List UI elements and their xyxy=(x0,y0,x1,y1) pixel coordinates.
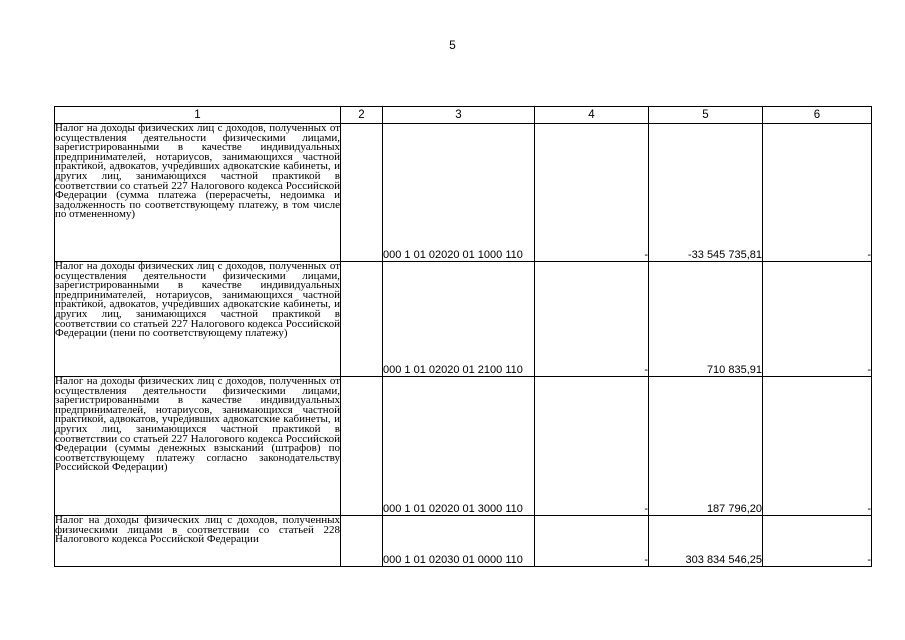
row-col6: - xyxy=(763,377,872,516)
page-number: 5 xyxy=(449,38,456,52)
row-col6: - xyxy=(763,262,872,377)
column-header-3: 3 xyxy=(383,107,535,124)
column-header-2: 2 xyxy=(341,107,383,124)
row-col5: 187 796,20 xyxy=(649,377,763,516)
column-header-6: 6 xyxy=(763,107,872,124)
row-code: 000 1 01 02030 01 0000 110 xyxy=(383,516,535,567)
row-col6: - xyxy=(763,124,872,262)
row-col4: - xyxy=(535,262,649,377)
table-header-row xyxy=(55,107,872,124)
revenue-table xyxy=(54,106,872,567)
row-col4: - xyxy=(535,124,649,262)
row-col5: -33 545 735,81 xyxy=(649,124,763,262)
row-code: 000 1 01 02020 01 3000 110 xyxy=(383,377,535,516)
row-col2 xyxy=(341,516,383,567)
row-col6: - xyxy=(763,516,872,567)
column-header-4: 4 xyxy=(535,107,649,124)
row-col4: - xyxy=(535,516,649,567)
row-name: Налог на доходы физических лиц с доходов, полученных от осуществления деятельности физическими лицами, зарегистрированными в качестве индивидуальных предпринимателей, нотариусов, занимающихся частной практикой, адвокатов, учредивших адвокатские кабинеты, и других лиц, занимающихся частной практикой в соответствии со статьей 227 Налогового кодекса Российской Федерации (суммы денежных взысканий (штрафов) по соответствующему платежу согласно законодательству Российской Федерации) xyxy=(55,377,341,516)
table-row xyxy=(55,516,872,567)
table-row xyxy=(55,262,872,377)
row-name: Налог на доходы физических лиц с доходов, полученных от осуществления деятельности физическими лицами, зарегистрированными в качестве индивидуальных предпринимателей, нотариусов, занимающихся частной практикой, адвокатов, учредивших адвокатские кабинеты, и других лиц, занимающихся частной практикой в соответствии со статьей 227 Налогового кодекса Российской Федерации (пени по соответствующему платежу) xyxy=(55,262,341,377)
row-name: Налог на доходы физических лиц с доходов, полученных от осуществления деятельности физическими лицами, зарегистрированными в качестве индивидуальных предпринимателей, нотариусов, занимающихся частной практикой, адвокатов, учредивших адвокатские кабинеты, и других лиц, занимающихся частной практикой в соответствии со статьей 227 Налогового кодекса Российской Федерации (сумма платежа (перерасчеты, недоимка и задолженность по соответствующему платежу, в том числе по отмененному) xyxy=(55,124,341,262)
row-col2 xyxy=(341,262,383,377)
row-code: 000 1 01 02020 01 2100 110 xyxy=(383,262,535,377)
row-col5: 303 834 546,25 xyxy=(649,516,763,567)
row-col4: - xyxy=(535,377,649,516)
row-col5: 710 835,91 xyxy=(649,262,763,377)
column-header-1: 1 xyxy=(55,107,341,124)
table-row xyxy=(55,124,872,262)
row-col2 xyxy=(341,124,383,262)
row-col2 xyxy=(341,377,383,516)
row-name: Налог на доходы физических лиц с доходов, полученных физическими лицами в соответствии со статьей 228 Налогового кодекса Российской Федерации xyxy=(55,516,341,567)
table-row xyxy=(55,377,872,516)
column-header-5: 5 xyxy=(649,107,763,124)
row-code: 000 1 01 02020 01 1000 110 xyxy=(383,124,535,262)
